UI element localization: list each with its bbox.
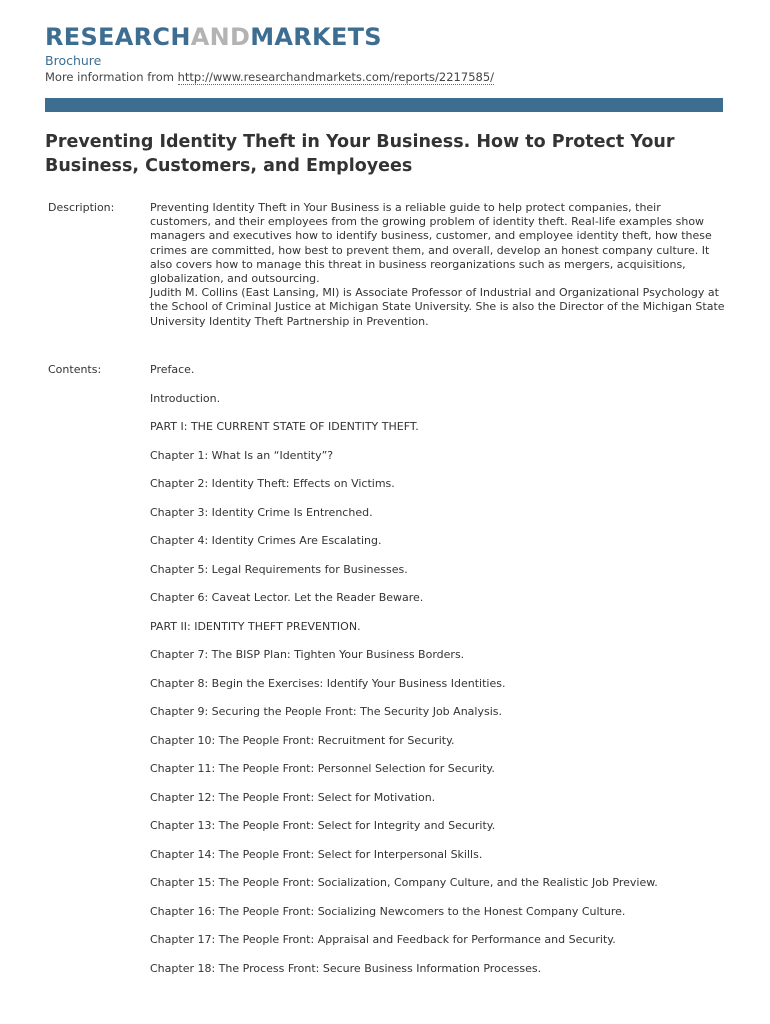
contents-item: Chapter 6: Caveat Lector. Let the Reader Beware. [150, 591, 424, 604]
more-info-line [45, 70, 494, 85]
description-paragraph: Judith M. Collins (East Lansing, MI) is Associate Professor of Industrial and Organizational Psychology at the School of Criminal Justice at Michigan State University. She is also the Director of the Michigan State University Identity Theft Partnership in Prevention. [150, 286, 725, 328]
researchandmarkets-logo [45, 22, 382, 52]
more-info-prefix: More information from [45, 70, 178, 84]
contents-item: Preface. [150, 363, 195, 376]
contents-item: Chapter 12: The People Front: Select for Motivation. [150, 790, 436, 804]
contents-item: Chapter 10: The People Front: Recruitment for Security. [150, 733, 455, 747]
contents-item: Chapter 13: The People Front: Select for Integrity and Security. [150, 819, 496, 832]
contents-item: Chapter 7: The BISP Plan: Tighten Your Business Borders. [150, 648, 465, 661]
brochure-label: Brochure [45, 53, 102, 68]
contents-item: Chapter 14: The People Front: Select for Interpersonal Skills. [150, 847, 483, 861]
description-body [150, 201, 725, 329]
contents-item: Chapter 5: Legal Requirements for Businesses. [150, 562, 408, 576]
logo-markets-text: MARKETS [250, 23, 382, 51]
contents-item: Chapter 9: Securing the People Front: The Security Job Analysis. [150, 705, 502, 718]
contents-item: Chapter 2: Identity Theft: Effects on Victims. [150, 477, 395, 490]
contents-item: Introduction. [150, 391, 221, 405]
logo-research-text: RESEARCH [45, 23, 191, 51]
description-paragraph: Preventing Identity Theft in Your Business is a reliable guide to help protect companies, their customers, and their employees from the growing problem of identity theft. Real-life examples show managers and executives how to identify business, customer, and employee identity theft, how these crimes are committed, how best to prevent them, and overall, develop an honest company culture. It also covers how to manage this threat in business reorganizations such as mergers, acquisitions, globalization, and outsourcing. [150, 201, 712, 286]
contents-item: Chapter 15: The People Front: Socialization, Company Culture, and the Realistic Job Preview. [150, 876, 658, 889]
contents-label: Contents: [48, 363, 102, 376]
contents-item: Chapter 11: The People Front: Personnel Selection for Security. [150, 762, 495, 775]
contents-item: PART II: IDENTITY THEFT PREVENTION. [150, 619, 361, 633]
contents-item: PART I: THE CURRENT STATE OF IDENTITY THEFT. [150, 420, 419, 433]
header-divider-bar [45, 98, 723, 112]
contents-item: Chapter 18: The Process Front: Secure Business Information Processes. [150, 961, 542, 975]
contents-item: Chapter 1: What Is an “Identity”? [150, 448, 334, 462]
description-label: Description: [48, 201, 115, 214]
logo-and-text: AND [190, 23, 251, 51]
report-link[interactable]: http://www.researchandmarkets.com/reports/2217585/ [177, 70, 495, 84]
contents-list [150, 363, 725, 990]
document-title: Preventing Identity Theft in Your Business. How to Protect Your Business, Customers, and Employees [45, 132, 675, 176]
contents-item: Chapter 17: The People Front: Appraisal and Feedback for Performance and Security. [150, 933, 616, 946]
contents-item: Chapter 8: Begin the Exercises: Identify Your Business Identities. [150, 676, 506, 690]
contents-item: Chapter 3: Identity Crime Is Entrenched. [150, 505, 373, 519]
contents-item: Chapter 4: Identity Crimes Are Escalating. [150, 534, 382, 547]
contents-item: Chapter 16: The People Front: Socializing Newcomers to the Honest Company Culture. [150, 904, 626, 918]
